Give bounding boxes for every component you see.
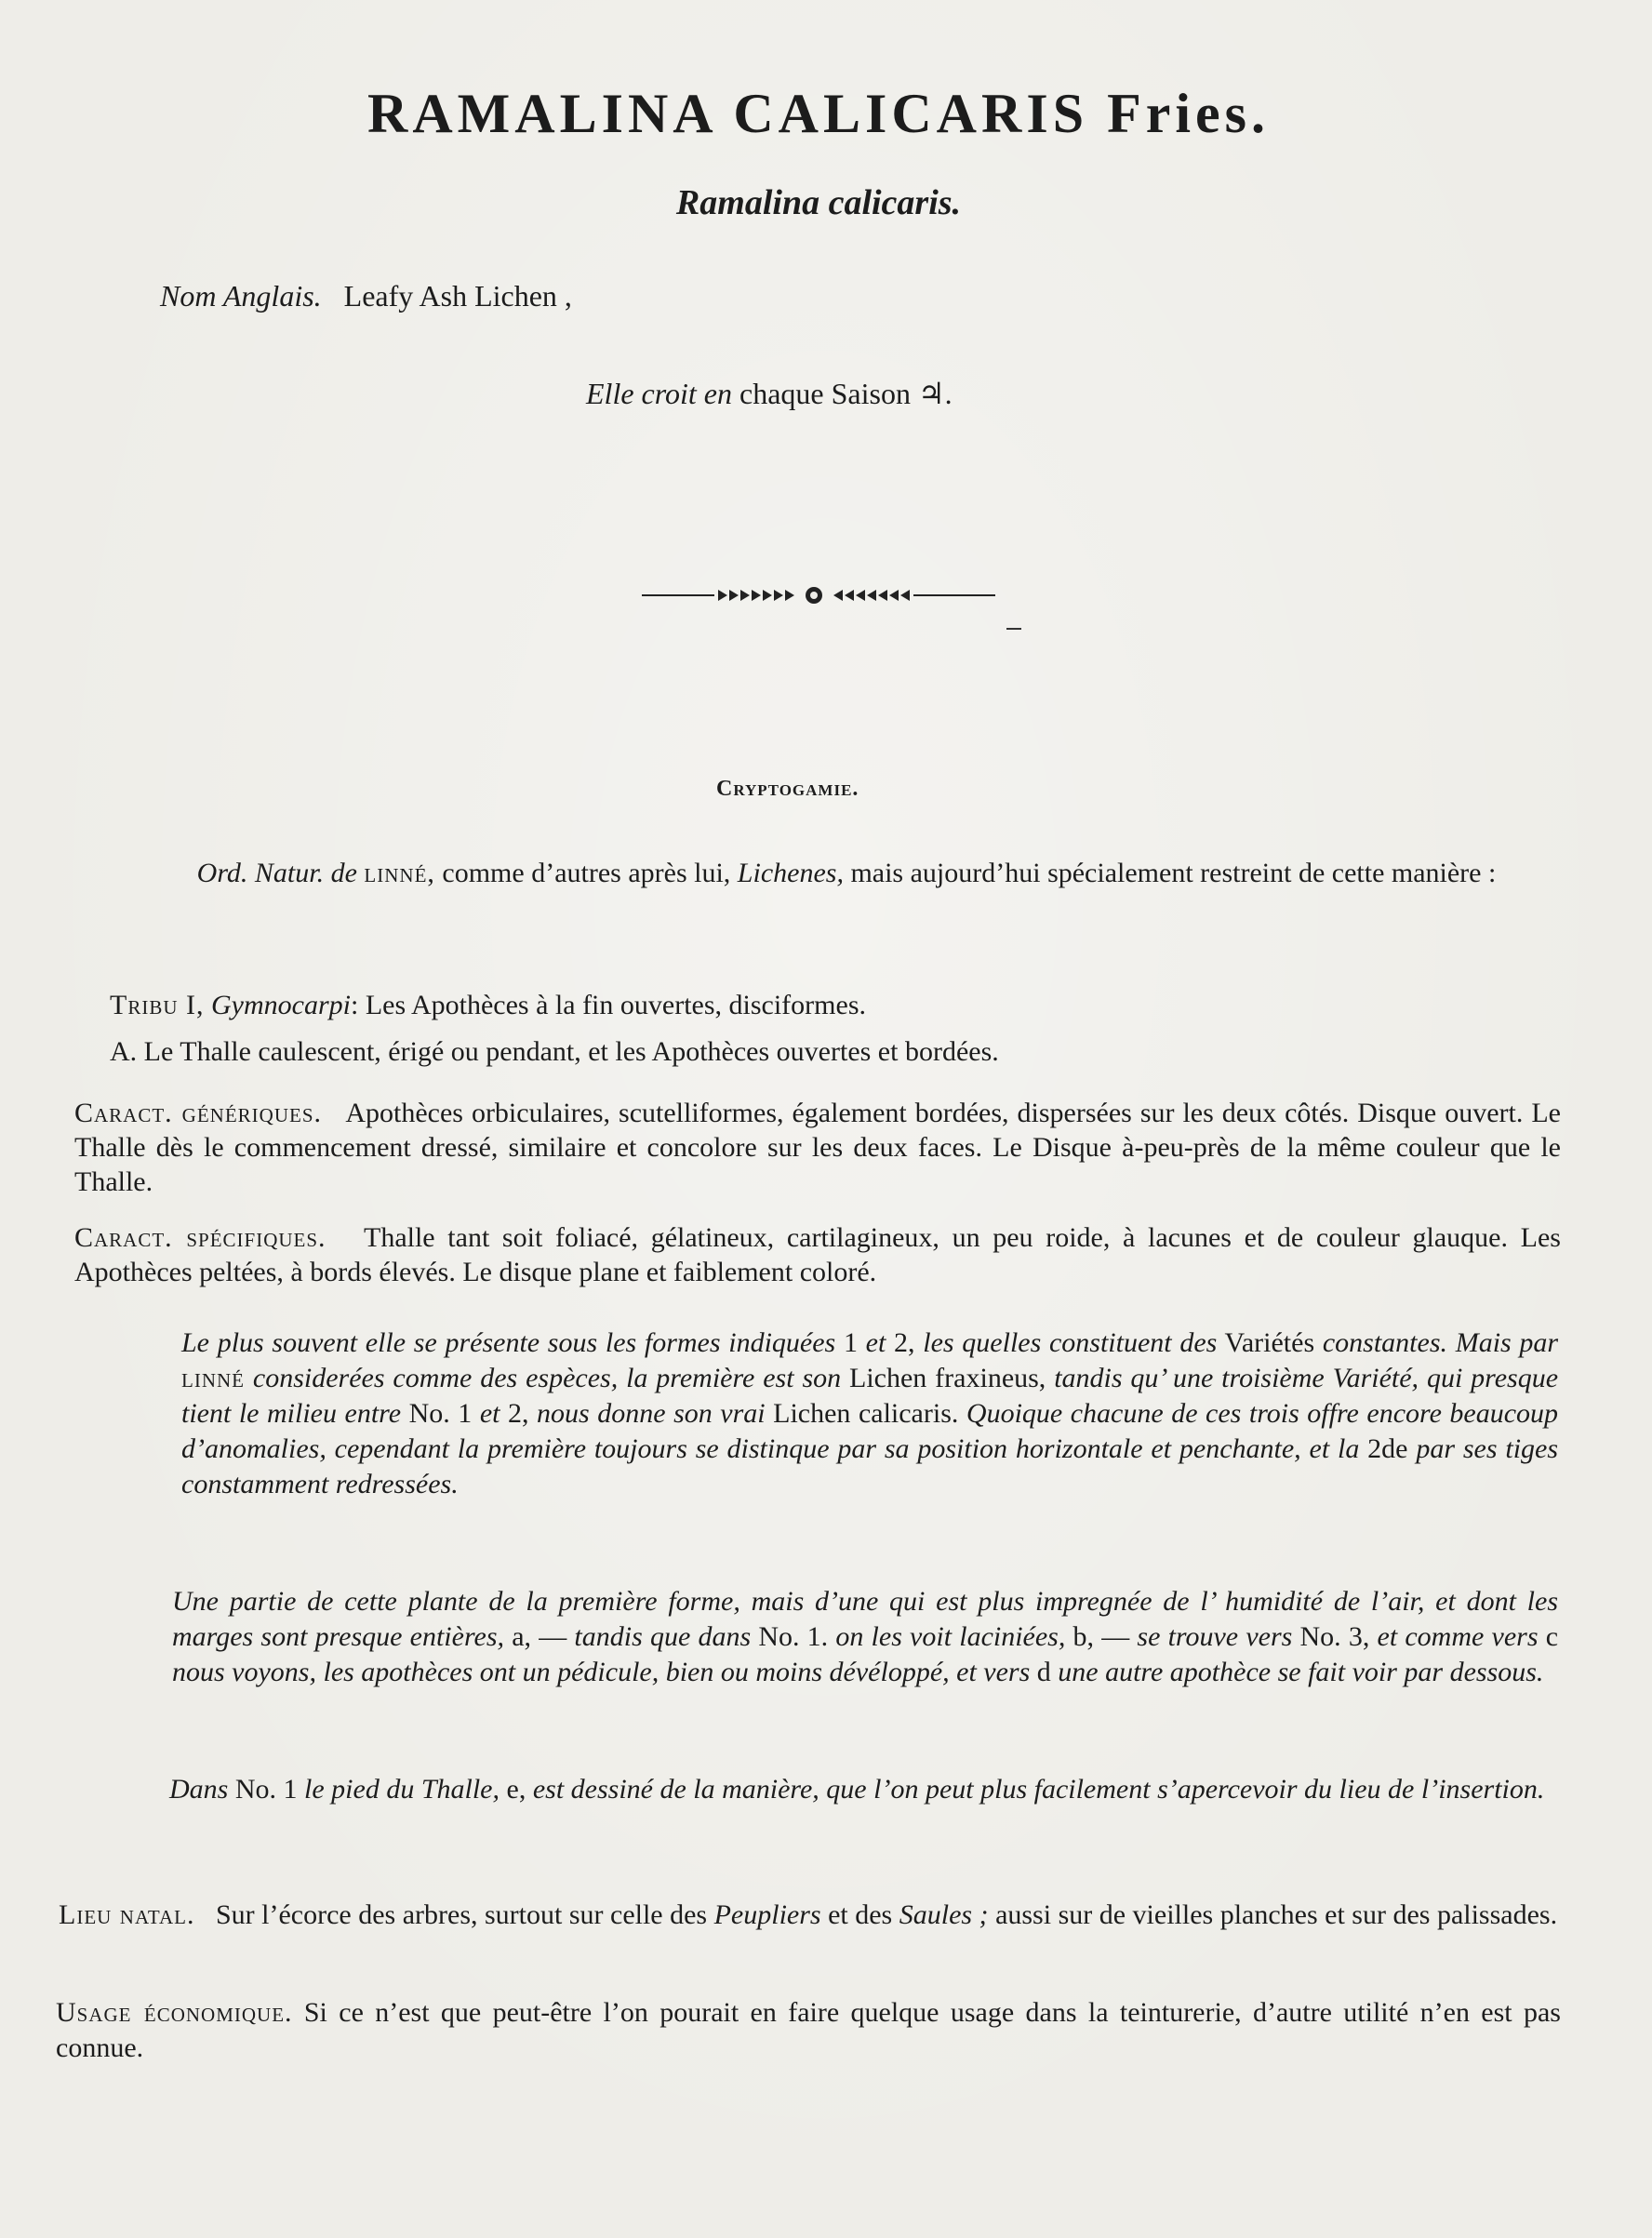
season-italic: Elle croit en <box>586 377 732 410</box>
note2-roman: b, — <box>1072 1621 1130 1652</box>
note1-roman: Variétés <box>1224 1327 1315 1358</box>
note-paragraph-3 <box>169 1772 1558 1807</box>
note2-roman: a, — <box>512 1621 567 1652</box>
specific-characters-paragraph <box>74 1220 1561 1289</box>
season-line <box>586 376 953 411</box>
note1-part: nous donne son vrai <box>537 1398 766 1429</box>
note2-roman: No. 3, <box>1299 1621 1370 1652</box>
note3-part: Dans <box>169 1774 229 1805</box>
note1-author: linné <box>181 1363 245 1393</box>
note1-part: considerées comme des espèces, la première est son <box>252 1363 842 1393</box>
note3-part: le pied du Thalle, <box>304 1774 500 1805</box>
section-a-line: A. Le Thalle caulescent, érigé ou pendant, et les Apothèces ouvertes et bordées. <box>110 1036 999 1067</box>
habitat-paragraph <box>59 1898 1561 1933</box>
ornament-divider <box>642 577 995 614</box>
note1-part: et <box>865 1327 886 1358</box>
classification-heading: Cryptogamie. <box>716 777 859 801</box>
ord-natur-text-2: mais aujourd’hui spécialement restreint de cette manière : <box>850 858 1497 888</box>
note2-part: on les voit laciniées, <box>835 1621 1066 1652</box>
habitat-italic: Peupliers <box>713 1899 821 1930</box>
habitat-text: Sur l’écorce des arbres, surtout sur celle des <box>215 1899 708 1930</box>
note-paragraph-2 <box>172 1584 1558 1690</box>
economic-use-label: Usage économique. <box>56 1997 293 2028</box>
tribu-label: Tribu I, <box>110 990 205 1020</box>
page-title: RAMALINA CALICARIS Fries. <box>366 83 1270 144</box>
economic-use-paragraph <box>56 1995 1561 2066</box>
note3-part: est dessiné de la manière, que l’on peut plus facilement s’apercevoir du lieu de l’insertion. <box>532 1774 1545 1805</box>
note2-part: une autre apothèce se fait voir par dessous. <box>1058 1657 1544 1687</box>
note3-roman: e, <box>506 1774 526 1805</box>
note2-roman: c <box>1545 1621 1559 1652</box>
note-paragraph-1 <box>181 1325 1558 1502</box>
tribu-text: : Les Apothèces à la fin ouvertes, disciformes. <box>350 990 866 1020</box>
english-name-line <box>160 279 572 313</box>
economic-use-text: Si ce n’est que peut-être l’on pourait en faire quelque usage dans la teinturerie, d’autre utilité n’en est pas connue. <box>56 1997 1561 2063</box>
note1-part: et <box>479 1398 500 1429</box>
note1-number: 2, <box>894 1327 915 1358</box>
specific-text: Thalle tant soit foliacé, gélatineux, cartilagineux, un peu roide, à lacunes et de couleur glauque. Les Apothèces peltées, à bords élevés. Le disque plane et faiblement coloré. <box>74 1222 1561 1287</box>
note1-part: les quelles constituent des <box>923 1327 1218 1358</box>
note3-roman: No. 1 <box>234 1774 298 1805</box>
note2-part: se trouve vers <box>1137 1621 1293 1652</box>
habitat-text: aussi sur de vieilles planches et sur des palissades. <box>995 1899 1558 1930</box>
ord-natur-text-1: comme d’autres après lui, <box>442 858 731 888</box>
ord-natur-label: Ord. Natur. de <box>196 858 357 888</box>
page-subtitle: Ramalina calicaris. <box>675 183 962 222</box>
note1-roman: 2, <box>508 1398 529 1429</box>
english-name-label: Nom Anglais. <box>160 279 322 313</box>
small-dash-mark <box>1006 628 1021 630</box>
generic-label: Caract. génériques. <box>74 1098 322 1128</box>
note1-roman: Lichen calicaris. <box>773 1398 959 1429</box>
note1-part: Le plus souvent elle se présente sous les formes indiquées <box>181 1327 836 1358</box>
note1-part: tandis qu’ une troisième Variété, qui presque tient le milieu entre <box>181 1363 1559 1429</box>
note1-part: par ses tiges constamment redressées. <box>181 1433 1559 1499</box>
tribu-line <box>110 989 1561 1022</box>
note1-part: constantes. Mais par <box>1322 1327 1559 1358</box>
note1-part: Quoique chacune de ces trois offre encore beaucoup d’anomalies, cependant la première toujours se distinque par sa position horizontale et penchante, et la <box>181 1398 1559 1464</box>
habitat-italic: Saules ; <box>899 1899 989 1930</box>
note1-roman: No. 1 <box>408 1398 473 1429</box>
habitat-label: Lieu natal. <box>59 1899 195 1930</box>
habitat-text: et des <box>828 1899 893 1930</box>
tribu-name: Gymnocarpi <box>211 990 351 1020</box>
note1-roman: Lichen fraxineus, <box>849 1363 1046 1393</box>
note1-number: 1 <box>843 1327 858 1358</box>
ord-natur-author: linné, <box>364 858 435 888</box>
note2-part: Une partie de cette plante de la première forme, mais d’une qui est plus impregnée de l’ humidité de l’air, et dont les marges sont presque entières, <box>172 1586 1558 1652</box>
note2-roman: d <box>1036 1657 1051 1687</box>
specific-label: Caract. spécifiques. <box>74 1222 326 1253</box>
season-text: chaque Saison <box>739 377 911 410</box>
note2-roman: No. 1. <box>758 1621 829 1652</box>
generic-characters-paragraph <box>74 1096 1561 1199</box>
ord-natur-lichenes: Lichenes, <box>737 858 844 888</box>
note2-part: et comme vers <box>1377 1621 1539 1652</box>
note2-part: nous voyons, les apothèces ont un pédicule, bien ou moins dévéloppé, et vers <box>172 1657 1031 1687</box>
ord-natur-paragraph <box>121 856 1572 891</box>
note2-part: tandis que dans <box>574 1621 752 1652</box>
english-name-value: Leafy Ash Lichen , <box>343 279 572 313</box>
jupiter-symbol: ♃. <box>917 377 953 410</box>
note1-roman: 2de <box>1367 1433 1408 1464</box>
generic-text: Apothèces orbiculaires, scutelliformes, également bordées, dispersées sur les deux côtés. Disque ouvert. Le Thalle dès le commencement dressé, similaire et concolore sur les deux faces. Le Disque à-peu-près de la même couleur que le Thalle. <box>74 1098 1561 1197</box>
